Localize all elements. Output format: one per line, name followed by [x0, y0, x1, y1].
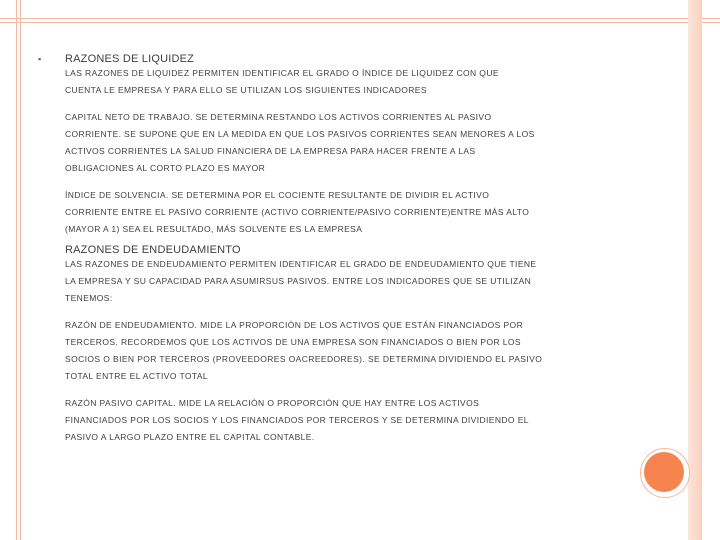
- paragraph-capital-neto: [65, 109, 635, 177]
- text-line: ÍNDICE DE SOLVENCIA. SE DETERMINA POR EL COCIENTE RESULTANTE DE DIVIDIR EL ACTIVO: [65, 190, 490, 200]
- text-line: CORRIENTE ENTRE EL PASIVO CORRIENTE (ACTIVO CORRIENTE/PASIVO CORRIENTE)ENTRE MÁS ALTO: [65, 207, 530, 217]
- text-line: RAZÓN PASIVO CAPITAL. MIDE LA RELACIÓN O PROPORCIÓN QUE HAY ENTRE LOS ACTIVOS: [65, 398, 480, 408]
- right-decorative-bar: [688, 0, 702, 540]
- text-line: TENEMOS:: [65, 293, 113, 303]
- text-line: ACTIVOS CORRIENTES LA SALUD FINANCIERA DE LA EMPRESA PARA HACER FRENTE A LAS: [65, 146, 476, 156]
- text-line: FINANCIADOS POR LOS SOCIOS Y LOS FINANCIADOS POR TERCEROS Y SE DETERMINA DIVIDIENDO EL: [65, 415, 529, 425]
- paragraph-razon-pasivo-capital: [65, 395, 635, 446]
- paragraph-razon-endeudamiento: [65, 317, 635, 385]
- paragraph-indice-solvencia: [65, 187, 635, 238]
- text-line: PASIVO A LARGO PLAZO ENTRE EL CAPITAL CONTABLE.: [65, 432, 315, 442]
- text-line: LAS RAZONES DE ENDEUDAMIENTO PERMITEN IDENTIFICAR EL GRADO DE ENDEUDAMIENTO QUE TIENE: [65, 259, 537, 269]
- frame-horizontal-line: [0, 18, 720, 23]
- text-line: LA EMPRESA Y SU CAPACIDAD PARA ASUMIRSUS PASIVOS. ENTRE LOS INDICADORES QUE SE UTILIZAN: [65, 276, 532, 286]
- text-line: CUENTA LE EMPRESA Y PARA ELLO SE UTILIZAN LOS SIGUIENTES INDICADORES: [65, 85, 427, 95]
- text-line: TERCEROS. RECORDEMOS QUE LOS ACTIVOS DE UNA EMPRESA SON FINANCIADOS O BIEN POR LOS: [65, 337, 521, 347]
- heading-liquidez: RAZONES DE LIQUIDEZ: [65, 53, 195, 65]
- decorative-circle-icon: [644, 452, 684, 492]
- text-line: SOCIOS O BIEN POR TERCEROS (PROVEEDORES OACREEDORES). SE DETERMINA DIVIDIENDO EL PASIVO: [65, 354, 543, 364]
- frame-vertical-line: [16, 0, 21, 540]
- text-line: CAPITAL NETO DE TRABAJO. SE DETERMINA RESTANDO LOS ACTIVOS CORRIENTES AL PASIVO: [65, 112, 492, 122]
- text-line: CORRIENTE. SE SUPONE QUE EN LA MEDIDA EN QUE LOS PASIVOS CORRIENTES SEAN MENORES A LOS: [65, 129, 535, 139]
- text-line: TOTAL ENTRE EL ACTIVO TOTAL: [65, 371, 209, 381]
- paragraph-endeudamiento-intro: [65, 256, 635, 307]
- bullet-icon: ▪: [38, 54, 42, 64]
- text-line: LAS RAZONES DE LIQUIDEZ PERMITEN IDENTIFICAR EL GRADO O ÍNDICE DE LIQUIDEZ CON QUE: [65, 68, 499, 78]
- text-line: (MAYOR A 1) SEA EL RESULTADO, MÁS SOLVENTE ES LA EMPRESA: [65, 224, 363, 234]
- heading-endeudamiento: RAZONES DE ENDEUDAMIENTO: [65, 244, 241, 256]
- slide-content: [65, 53, 635, 446]
- text-line: OBLIGACIONES AL CORTO PLAZO ES MAYOR: [65, 163, 266, 173]
- paragraph-liquidez-intro: [65, 65, 635, 99]
- text-line: RAZÓN DE ENDEUDAMIENTO. MIDE LA PROPORCIÓN DE LOS ACTIVOS QUE ESTÁN FINANCIADOS POR: [65, 320, 524, 330]
